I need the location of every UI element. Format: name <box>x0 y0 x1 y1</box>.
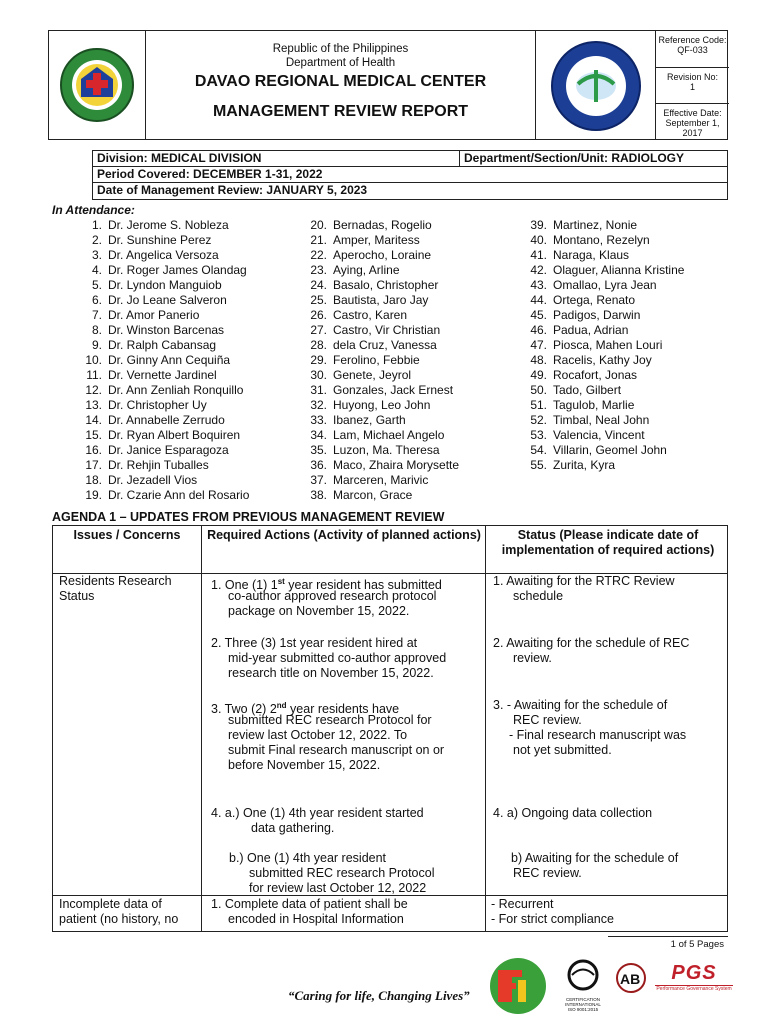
attendee-number: 21. <box>310 233 327 247</box>
attendee-number: 12. <box>85 383 102 397</box>
attendee-number: 1. <box>91 218 102 232</box>
attendee-number: 23. <box>310 263 327 277</box>
pgs-logo-text: PGS <box>671 962 717 984</box>
status-3-line-1: 3. - Awaiting for the schedule of <box>493 698 668 712</box>
attendee-number: 2. <box>91 233 102 247</box>
attendee-number: 14. <box>85 413 102 427</box>
period-row <box>93 167 727 183</box>
reference-code-block <box>656 31 729 68</box>
attendee-item <box>80 338 249 353</box>
action-1-ordinal: st <box>277 577 285 586</box>
attendee-item <box>305 368 459 383</box>
center-name: DAVAO REGIONAL MEDICAL CENTER <box>194 73 487 90</box>
attendee-name: Amper, Maritess <box>333 233 420 247</box>
attendee-item <box>305 263 459 278</box>
attendee-name: Castro, Karen <box>333 308 408 322</box>
attendee-item <box>80 458 249 473</box>
certification-text: CERTIFICATION INTERNATIONAL <box>565 997 601 1007</box>
revision-block <box>656 68 729 104</box>
attendee-name: Olaguer, Alianna Kristine <box>553 263 685 277</box>
action-5-line-2: encoded in Hospital Information <box>228 912 404 926</box>
attendee-item <box>80 413 249 428</box>
attendance-column-3 <box>525 218 684 473</box>
attendee-name: Dr. Angelica Versoza <box>108 248 219 262</box>
attendee-name: Dr. Roger James Olandag <box>108 263 247 277</box>
attendee-item <box>525 338 684 353</box>
attendee-number: 29. <box>310 353 327 367</box>
attendee-item <box>305 488 459 503</box>
attendee-number: 8. <box>91 323 102 337</box>
certification-globe-icon <box>566 958 600 992</box>
attendee-item <box>525 308 684 323</box>
attendee-number: 3. <box>91 248 102 262</box>
attendee-number: 35. <box>310 443 327 457</box>
action-1-text: 1. One (1) 1 <box>211 578 278 593</box>
attendee-name: Dr. Winston Barcenas <box>108 323 225 337</box>
attendee-number: 6. <box>91 293 102 307</box>
status-1-line-1: 1. Awaiting for the RTRC Review <box>493 574 675 588</box>
attendee-number: 28. <box>310 338 327 352</box>
attendee-name: Naraga, Klaus <box>553 248 630 262</box>
action-3-line-2: submitted REC research Protocol for <box>228 713 432 727</box>
attendee-number: 42. <box>530 263 547 277</box>
attendee-name: Ibanez, Garth <box>333 413 406 427</box>
f1-plus-logo <box>488 956 548 1016</box>
attendee-number: 51. <box>530 398 547 412</box>
report-info-box <box>92 150 728 200</box>
f1-plus-logo-graphic <box>488 956 548 1016</box>
attendee-number: 13. <box>85 398 102 412</box>
attendee-name: Ferolino, Febbie <box>333 353 420 367</box>
attendee-item <box>80 308 249 323</box>
issue-incomplete-data: Incomplete data of patient (no history, no <box>59 897 179 926</box>
action-1-text-cont: year resident has submitted <box>284 578 442 593</box>
department-line: Department of Health <box>285 57 396 69</box>
attendee-number: 43. <box>530 278 547 292</box>
attendee-name: Dr. Ann Zenliah Ronquillo <box>108 383 244 397</box>
attendee-name: Dr. Jo Leane Salveron <box>108 293 227 307</box>
attendee-item <box>80 248 249 263</box>
attendee-name: Bernadas, Rogelio <box>333 218 432 232</box>
attendee-item <box>80 293 249 308</box>
attendee-item <box>80 233 249 248</box>
attendee-number: 49. <box>530 368 547 382</box>
attendee-item <box>305 413 459 428</box>
effective-date-label: Effective Date: <box>663 108 722 118</box>
attendee-item <box>525 263 684 278</box>
action-3-text: 3. Two (2) 2 <box>211 702 277 717</box>
attendee-number: 4. <box>91 263 102 277</box>
document-control-cell <box>656 31 729 139</box>
attendee-name: Omallao, Lyra Jean <box>553 278 657 292</box>
status-4a: 4. a) Ongoing data collection <box>493 806 653 820</box>
attendee-number: 18. <box>85 473 102 487</box>
attendee-name: Tagulob, Marlie <box>553 398 635 412</box>
attendee-number: 46. <box>530 323 547 337</box>
attendee-item <box>80 428 249 443</box>
period-text: Period Covered: DECEMBER 1-31, 2022 <box>97 167 323 181</box>
attendee-name: Dr. Sunshine Perez <box>108 233 212 247</box>
action-3-text-cont: year residents have <box>286 702 400 717</box>
status-5-line-1: - Recurrent <box>491 897 554 911</box>
svg-text:AB: AB <box>620 971 641 987</box>
attendee-item <box>525 443 684 458</box>
doh-seal-logo <box>59 47 135 123</box>
attendee-name: Dr. Ginny Ann Cequiña <box>108 353 231 367</box>
pgs-logo <box>655 962 733 1002</box>
attendee-number: 24. <box>310 278 327 292</box>
attendance-column-2 <box>305 218 459 503</box>
attendee-item <box>80 473 249 488</box>
attendee-item <box>525 398 684 413</box>
attendee-name: Dr. Rehjin Tuballes <box>108 458 209 472</box>
attendee-name: Marceren, Marivic <box>333 473 429 487</box>
attendee-name: Tado, Gilbert <box>553 383 622 397</box>
attendee-number: 27. <box>310 323 327 337</box>
attendee-name: Dr. Christopher Uy <box>108 398 207 412</box>
status-5-line-2: - For strict compliance <box>491 912 614 926</box>
attendee-name: Valencia, Vincent <box>553 428 645 442</box>
attendee-item <box>305 443 459 458</box>
attendee-item <box>525 383 684 398</box>
column-divider <box>201 526 202 931</box>
attendee-name: Zurita, Kyra <box>553 458 616 472</box>
attendee-item <box>525 428 684 443</box>
attendee-item <box>80 443 249 458</box>
attendee-name: Piosca, Mahen Louri <box>553 338 663 352</box>
attendee-item <box>80 368 249 383</box>
attendee-name: Padua, Adrian <box>553 323 629 337</box>
reference-code-value: QF-033 <box>677 45 708 55</box>
attendee-item <box>305 383 459 398</box>
report-title: MANAGEMENT REVIEW REPORT <box>212 103 469 120</box>
attendee-number: 16. <box>85 443 102 457</box>
attendee-number: 30. <box>310 368 327 382</box>
effective-date-block <box>656 104 729 140</box>
action-3-line-4: submit Final research manuscript on or <box>228 743 445 757</box>
attendee-item <box>80 263 249 278</box>
attendee-name: Padigos, Darwin <box>553 308 641 322</box>
attendee-number: 40. <box>530 233 547 247</box>
action-2-line-1: 2. Three (3) 1st year resident hired at <box>211 636 418 650</box>
attendee-number: 55. <box>530 458 547 472</box>
attendee-number: 9. <box>91 338 102 352</box>
attendee-item <box>305 233 459 248</box>
attendee-name: Dr. Ryan Albert Boquiren <box>108 428 241 442</box>
status-4b-line-1: b) Awaiting for the schedule of <box>511 851 679 865</box>
attendee-number: 20. <box>310 218 327 232</box>
status-2-line-1: 2. Awaiting for the schedule of REC <box>493 636 690 650</box>
status-3-line-4: not yet submitted. <box>513 743 612 757</box>
attendee-item <box>525 413 684 428</box>
attendee-number: 25. <box>310 293 327 307</box>
attendee-name: Genete, Jeyrol <box>333 368 412 382</box>
document-header <box>48 30 728 140</box>
effective-date-value: September 1, 2017 <box>665 118 720 138</box>
attendee-name: Dr. Lyndon Manguiob <box>108 278 222 292</box>
action-1-line-3: package on November 15, 2022. <box>228 604 410 618</box>
attendee-item <box>305 278 459 293</box>
attendee-name: Dr. Janice Esparagoza <box>108 443 229 457</box>
attendee-item <box>80 218 249 233</box>
attendee-item <box>525 218 684 233</box>
attendee-name: Luzon, Ma. Theresa <box>333 443 440 457</box>
action-2-line-2: mid-year submitted co-author approved <box>228 651 447 665</box>
attendee-name: Villarin, Geomel John <box>553 443 667 457</box>
attendee-item <box>80 353 249 368</box>
attendee-name: Castro, Vir Christian <box>333 323 441 337</box>
attendee-item <box>525 233 684 248</box>
attendee-name: Maco, Zhaira Morysette <box>333 458 460 472</box>
attendee-item <box>305 248 459 263</box>
attendee-item <box>305 293 459 308</box>
issue-research-status: Residents Research Status <box>59 574 172 603</box>
attendee-name: Dr. Amor Panerio <box>108 308 200 322</box>
header-status: Status (Please indicate date of implementation of required actions) <box>501 528 715 557</box>
status-2-line-2: review. <box>513 651 552 665</box>
drmc-logo-cell <box>536 31 656 139</box>
attendee-item <box>305 218 459 233</box>
attendee-number: 33. <box>310 413 327 427</box>
attendee-name: Huyong, Leo John <box>333 398 431 412</box>
attendee-item <box>525 293 684 308</box>
attendee-number: 36. <box>310 458 327 472</box>
attendee-item <box>525 353 684 368</box>
attendee-number: 19. <box>85 488 102 502</box>
action-3-line-3: review last October 12, 2022. To <box>228 728 408 742</box>
attendance-title: In Attendance: <box>52 203 135 217</box>
attendee-number: 31. <box>310 383 327 397</box>
attendee-item <box>525 368 684 383</box>
attendee-item <box>305 428 459 443</box>
status-3-line-2: REC review. <box>513 713 582 727</box>
doh-logo-cell <box>49 31 146 139</box>
attendee-name: Dr. Ralph Cabansag <box>108 338 217 352</box>
attendee-number: 17. <box>85 458 102 472</box>
action-4a-line-2: data gathering. <box>251 821 335 835</box>
attendee-name: Basalo, Christopher <box>333 278 439 292</box>
attendee-name: Gonzales, Jack Ernest <box>333 383 454 397</box>
action-4b-line-2: submitted REC research Protocol <box>249 866 435 880</box>
attendee-number: 41. <box>530 248 547 262</box>
header-issues: Issues / Concerns <box>73 528 181 542</box>
attendee-number: 10. <box>85 353 102 367</box>
attendee-name: Dr. Jezadell Vios <box>108 473 198 487</box>
attendee-item <box>80 383 249 398</box>
attendee-number: 5. <box>91 278 102 292</box>
attendee-name: Bautista, Jaro Jay <box>333 293 429 307</box>
attendee-name: Dr. Vernette Jardinel <box>108 368 217 382</box>
attendee-number: 39. <box>530 218 547 232</box>
revision-label: Revision No: <box>666 72 719 82</box>
attendee-number: 45. <box>530 308 547 322</box>
revision-value: 1 <box>689 82 695 92</box>
review-date-row <box>93 183 727 199</box>
attendee-item <box>525 458 684 473</box>
attendee-item <box>305 323 459 338</box>
action-2-line-3: research title on November 15, 2022. <box>228 666 434 680</box>
header-actions: Required Actions (Activity of planned actions) <box>207 528 481 542</box>
header-title-cell <box>146 31 536 139</box>
reference-code-label: Reference Code: <box>658 35 727 45</box>
attendee-name: Dr. Jerome S. Nobleza <box>108 218 229 232</box>
attendee-number: 32. <box>310 398 327 412</box>
attendee-item <box>305 458 459 473</box>
attendee-number: 53. <box>530 428 547 442</box>
attendee-number: 7. <box>91 308 102 322</box>
attendee-name: Marcon, Grace <box>333 488 413 502</box>
attendee-name: Dr. Annabelle Zerrudo <box>108 413 225 427</box>
agenda-title: AGENDA 1 – UPDATES FROM PREVIOUS MANAGEMENT REVIEW <box>52 510 445 524</box>
attendee-item <box>525 323 684 338</box>
attendee-number: 38. <box>310 488 327 502</box>
review-date-text: Date of Management Review: JANUARY 5, 2023 <box>97 183 368 197</box>
attendee-name: Rocafort, Jonas <box>553 368 638 382</box>
attendee-name: Aying, Arline <box>333 263 400 277</box>
attendance-column-1 <box>80 218 249 503</box>
action-4b-line-3: for review last October 12, 2022 <box>249 881 427 895</box>
attendee-name: Dr. Czarie Ann del Rosario <box>108 488 250 502</box>
jab-accreditation-icon <box>612 962 650 1002</box>
attendee-name: dela Cruz, Vanessa <box>333 338 437 352</box>
agenda-table <box>52 525 728 932</box>
drmc-seal-logo <box>550 40 642 132</box>
attendee-name: Montano, Rezelyn <box>553 233 650 247</box>
department-unit-text: Department/Section/Unit: RADIOLOGY <box>459 151 684 166</box>
attendee-number: 34. <box>310 428 327 442</box>
attendee-name: Racelis, Kathy Joy <box>553 353 652 367</box>
certification-logo <box>558 958 608 1018</box>
iso-text: ISO 9001:2015 <box>567 1007 599 1012</box>
attendee-item <box>525 278 684 293</box>
action-1-line-2: co-author approved research protocol <box>228 589 437 603</box>
attendee-item <box>305 353 459 368</box>
attendee-number: 54. <box>530 443 547 457</box>
action-3-line-5: before November 15, 2022. <box>228 758 381 772</box>
attendee-item <box>80 488 249 503</box>
page-count: 1 of 5 Pages <box>608 936 728 952</box>
attendee-number: 52. <box>530 413 547 427</box>
jab-logo <box>612 962 652 1012</box>
attendee-item <box>80 323 249 338</box>
attendee-item <box>525 248 684 263</box>
attendee-number: 50. <box>530 383 547 397</box>
attendee-number: 26. <box>310 308 327 322</box>
attendee-number: 15. <box>85 428 102 442</box>
attendee-name: Martinez, Nonie <box>553 218 638 232</box>
attendee-item <box>305 308 459 323</box>
column-divider <box>485 526 486 931</box>
division-row <box>93 151 727 167</box>
action-5-line-1: 1. Complete data of patient shall be <box>211 897 408 911</box>
status-1-line-2: schedule <box>513 589 564 603</box>
attendee-name: Lam, Michael Angelo <box>333 428 445 442</box>
action-3-ordinal: nd <box>276 701 287 710</box>
action-4b-line-1: b.) One (1) 4th year resident <box>229 851 387 865</box>
action-4a-line-1: 4. a.) One (1) 4th year resident started <box>211 806 424 820</box>
attendee-number: 47. <box>530 338 547 352</box>
attendee-item <box>305 473 459 488</box>
division-text: Division: MEDICAL DIVISION <box>97 151 262 165</box>
status-4b-line-2: REC review. <box>513 866 582 880</box>
tagline: “Caring for life, Changing Lives” <box>288 988 470 1003</box>
attendee-item <box>80 278 249 293</box>
attendee-name: Ortega, Renato <box>553 293 636 307</box>
attendee-number: 44. <box>530 293 547 307</box>
attendee-number: 37. <box>310 473 327 487</box>
pgs-subtitle: Performance Governance System <box>656 986 732 992</box>
attendee-number: 22. <box>310 248 327 262</box>
attendee-item <box>305 398 459 413</box>
republic-line: Republic of the Philippines <box>272 43 409 55</box>
attendee-number: 48. <box>530 353 547 367</box>
status-3-line-3: - Final research manuscript was <box>509 728 687 742</box>
attendee-item <box>305 338 459 353</box>
attendee-item <box>80 398 249 413</box>
attendee-name: Timbal, Neal John <box>553 413 650 427</box>
attendee-number: 11. <box>86 368 102 382</box>
attendee-name: Aperocho, Loraine <box>333 248 432 262</box>
